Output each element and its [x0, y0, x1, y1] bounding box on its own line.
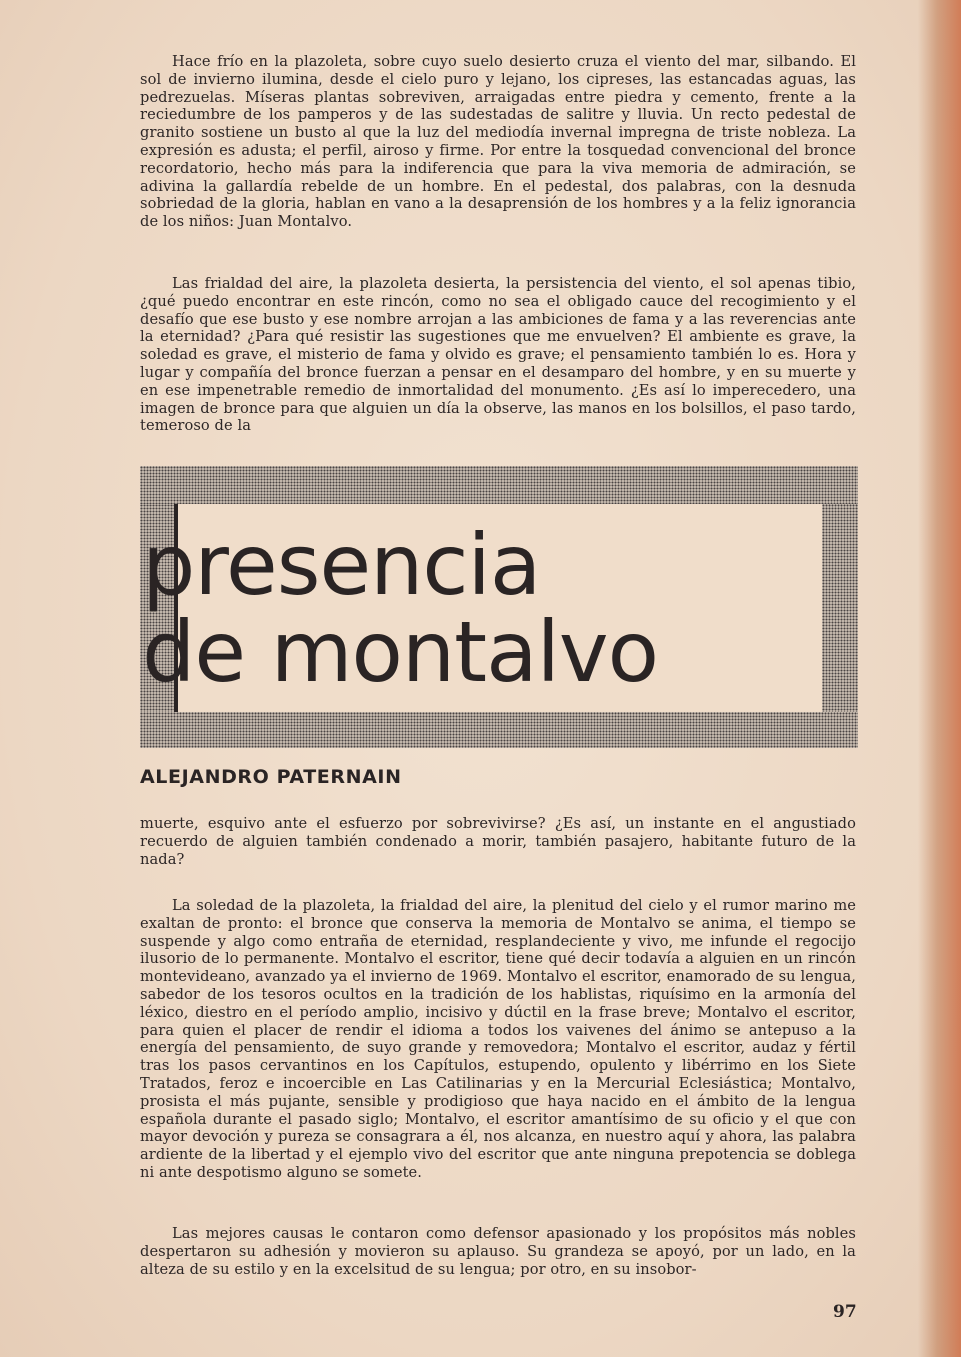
author-name: ALEJANDRO PATERNAIN: [140, 766, 402, 788]
article-paragraph-1: Hace frío en la plazoleta, sobre cuyo suelo desierto cruza el viento del mar, silbando. El sol de invierno ilumina, desde el cielo puro y lejano, los cipreses, las estancadas aguas, las pedrezuelas. Míseras plantas sobreviven, arraigadas entre piedra y cemento, frente a la reciedumbre de los pamperos y de las sudestadas de salitre y lluvia. Un recto pedestal de granito sostiene un busto al que la luz del mediodía invernal impregna de triste nobleza. La expresión es adusta; el perfil, airoso y firme. Por entre la tosquedad convencional del bronce recordatorio, hecho más para la indiferencia que para la viva memoria de admiración, se adivina la gallardía rebelde de un hombre. En el pedestal, dos palabras, con la desnuda sobriedad de la gloria, hablan en vano a la desaprensión de los hombres y a la feliz ignorancia de los niños: Juan Montalvo.: [140, 53, 856, 231]
halftone-band-right: [822, 504, 858, 712]
article-paragraph-2: Las frialdad del aire, la plazoleta desierta, la persistencia del viento, el sol apenas tibio, ¿qué puedo encontrar en este rincón, como no sea el obligado cauce del recogimiento y el desafío que ese busto y ese nombre arrojan a las ambiciones de fama y a las reverencias ante la eternidad? ¿Para qué resistir las sugestiones que me envuelven? El ambiente es grave, la soledad es grave, el misterio de fama y olvido es grave; el pensamiento también lo es. Hora y lugar y compañía del bronce fuerzan a pensar en el desamparo del hombre, y en su muerte y en ese impenetrable remedio de inmortalidad del monumento. ¿Es así lo imperecedero, una imagen de bronce para que alguien un día la observe, las manos en los bolsillos, el paso tardo, temeroso de la: [140, 275, 856, 435]
halftone-band-bottom: [140, 712, 858, 748]
article-title-line-1: presencia: [142, 516, 541, 614]
article-paragraph-5: Las mejores causas le contaron como defensor apasionado y los propósitos más nobles despertaron su adhesión y movieron su aplauso. Su grandeza se apoyó, por un lado, en la alteza de su estilo y en la excelsitud de su lengua; por otro, en su insobor-: [140, 1225, 856, 1278]
page-number: 97: [833, 1302, 857, 1322]
article-paragraph-3: muerte, esquivo ante el esfuerzo por sobrevivirse? ¿Es así, un instante en el angustiado recuerdo de alguien también condenado a morir, también pasajero, habitante futuro de la nada?: [140, 815, 856, 868]
article-title-line-2: de montalvo: [142, 603, 659, 701]
article-paragraph-4: La soledad de la plazoleta, la frialdad del aire, la plenitud del cielo y el rumor marino me exaltan de pronto: el bronce que conserva la memoria de Montalvo se anima, el tiempo se suspende y algo como entraña de eternidad, resplandeciente y vivo, me infunde el regocijo ilusorio de lo permanente. Montalvo el escritor, tiene qué decir todavía a alguien en un rincón montevideano, avanzado ya el invierno de 1969. Montalvo el escritor, enamorado de su lengua, sabedor de los tesoros ocultos en la tradición de los hablistas, riquísimo en la armonía del léxico, diestro en el período amplio, incisivo y dúctil en la frase breve; Montalvo el escritor, para quien el placer de rendir el idioma a todos los vaivenes del ánimo se antepuso a la energía del pensamiento, de suyo grande y removedora; Montalvo el escritor, audaz y fértil tras los pasos cervantinos en los Capítulos, estupendo, opulento y libérrimo en los Siete Tratados, feroz e incoercible en Las Catilinarias y en la Mercurial Eclesiástica; Montalvo, prosista el más pujante, sensible y prodigioso que haya nacido en el ámbito de la lengua española durante el pasado siglo; Montalvo, el escritor amantísimo de su oficio y el que con mayor devoción y pureza se consagrara a él, nos alcanza, en nuestro aquí y ahora, las palabra ardiente de la libertad y el ejemplo vivo del escritor que ante ninguna prepotencia se doblega ni ante despotismo alguno se somete.: [140, 897, 856, 1181]
halftone-band-top: [140, 466, 858, 504]
